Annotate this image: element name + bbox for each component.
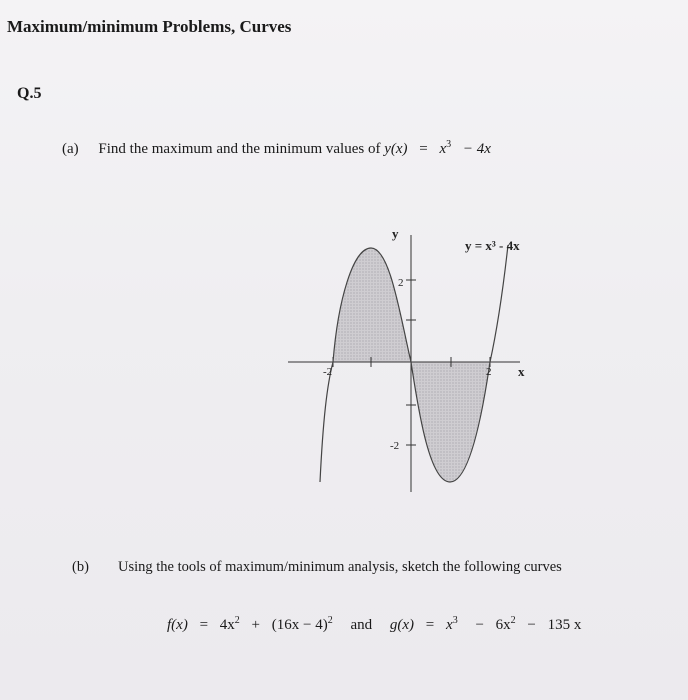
graph-tick-label-x-pos: 2 bbox=[486, 366, 492, 378]
part-a-rhs-power: 3 bbox=[446, 139, 452, 150]
graph-x-label: x bbox=[518, 364, 525, 379]
part-b-formula bbox=[167, 617, 581, 634]
g-equals: = bbox=[425, 617, 435, 633]
and-word: and bbox=[350, 617, 373, 633]
g-term3: 135 x bbox=[547, 617, 582, 633]
g-term1-power: 3 bbox=[452, 615, 458, 626]
f-term1-power: 2 bbox=[234, 615, 240, 626]
g-minus-1: − bbox=[475, 617, 484, 633]
f-term1: 4x bbox=[219, 617, 235, 633]
part-a-label: (a) bbox=[62, 141, 79, 157]
part-b-text: Using the tools of maximum/minimum analysis, sketch the following curves bbox=[118, 559, 562, 575]
page-title: Maximum/minimum Problems, Curves bbox=[7, 17, 292, 36]
f-equals: = bbox=[199, 617, 209, 633]
graph-tick-label-x-neg: -2 bbox=[323, 366, 333, 378]
g-lhs: g(x) bbox=[389, 617, 415, 633]
g-minus-2: − bbox=[527, 617, 536, 633]
cubic-graph bbox=[275, 220, 575, 500]
f-term2-power: 2 bbox=[327, 615, 333, 626]
shaded-region-positive bbox=[333, 248, 411, 362]
f-plus: + bbox=[251, 617, 261, 633]
part-a-equals: = bbox=[419, 141, 428, 157]
part-b-label: (b) bbox=[72, 559, 89, 575]
part-a-text: Find the maximum and the minimum values of bbox=[98, 141, 381, 157]
question-number: Q.5 bbox=[17, 85, 42, 102]
f-term2: (16x − 4) bbox=[271, 617, 328, 633]
part-a-lhs: y(x) bbox=[384, 141, 408, 157]
f-lhs: f(x) bbox=[167, 617, 188, 633]
g-term1: x bbox=[446, 617, 453, 633]
graph-y-label: y bbox=[392, 226, 399, 241]
part-a-rhs-tail: − 4x bbox=[462, 141, 491, 157]
g-term2: 6x bbox=[495, 617, 511, 633]
graph-curve-label: y = x³ - 4x bbox=[465, 238, 520, 253]
graph-tick-label-y-pos: 2 bbox=[398, 277, 404, 289]
shaded-region-negative bbox=[411, 362, 490, 482]
part-a-rhs-base: x bbox=[439, 141, 447, 157]
g-term2-power: 2 bbox=[510, 615, 516, 626]
part-a-statement bbox=[62, 141, 491, 158]
graph-tick-label-y-neg: -2 bbox=[390, 440, 400, 452]
